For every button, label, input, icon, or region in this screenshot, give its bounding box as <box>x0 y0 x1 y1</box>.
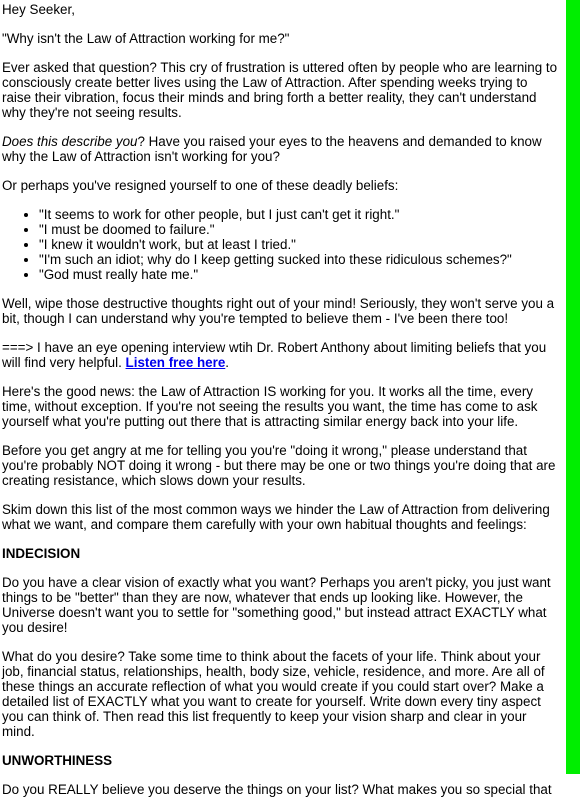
list-item: • "I'm such an idiot; why do I keep getting sucked into these ridiculous schemes?" <box>39 252 558 267</box>
good-news-paragraph: Here's the good news: the Law of Attraction IS working for you. It works all the time, every time, without exception. If you're not seeing the results you want, the time has come to ask yourself what you're putting out there that is attracting similar energy back into your life. <box>2 384 538 429</box>
intro-paragraph: Ever asked that question? This cry of frustration is uttered often by people who are learning to consciously create better lives using the Law of Attraction. After spending weeks trying to raise their vibration, focus their minds and bring forth a better reality, they can't understand why they're not seeing results. <box>2 60 558 120</box>
right-accent-bar <box>566 0 580 774</box>
list-item: • "I knew it wouldn't work, but at least I tried." <box>39 237 558 252</box>
greeting: Hey Seeker, <box>2 2 75 17</box>
wipe-paragraph: Well, wipe those destructive thoughts right out of your mind! Seriously, they won't serve you a bit, though I can understand why you're tempted to believe them - I've been there too! <box>2 296 555 326</box>
beliefs-list <box>2 207 558 282</box>
heading-unworthiness: UNWORTHINESS <box>2 753 113 768</box>
describe-paragraph <box>2 134 558 164</box>
heading-indecision: INDECISION <box>2 546 81 561</box>
beliefs-intro-paragraph: Or perhaps you've resigned yourself to one of these deadly beliefs: <box>2 178 399 193</box>
deserve-paragraph: Do you REALLY believe you deserve the things on your list? What makes you so special that <box>2 782 552 797</box>
describe-rest: ? Have you raised your eyes to the heavens and demanded to know why the Law of Attraction isn't working for you? <box>2 134 542 164</box>
list-item: • "God must really hate me." <box>39 267 558 282</box>
clear-vision-paragraph: Do you have a clear vision of exactly what you want? Perhaps you aren't picky, you just want things to be "better" than they are now, whatever that ends up looking like. However, the Universe doesn't want you to settle for "something good," but instead attract EXACTLY what you desire! <box>2 575 551 635</box>
describe-italic: Does this describe you <box>2 134 138 149</box>
quote-paragraph: "Why isn't the Law of Attraction working for me?" <box>2 31 290 46</box>
interview-end: . <box>225 355 230 370</box>
interview-text: ===> I have an eye opening interview wtih Dr. Robert Anthony about limiting beliefs that you will find very helpful. <box>2 340 547 370</box>
angry-paragraph: Before you get angry at me for telling you you're "doing it wrong," please understand that you're probably NOT doing it wrong - but there may be one or two things you're doing that are creating resistance, which slows down your results. <box>2 443 556 488</box>
list-item: • "It seems to work for other people, but I just can't get it right." <box>39 207 558 222</box>
what-desire-paragraph: What do you desire? Take some time to think about the facets of your life. Think about your job, financial status, relationships, health, body size, vehicle, residence, and more. Are all of these things an accurate reflection of what you would create if you could start over? Make a detailed list of EXACTLY what you want to create for yourself. Write down every tiny aspect you can think of. Then read this list frequently to keep your vision sharp and clear in your mind. <box>2 649 545 739</box>
skim-paragraph: Skim down this list of the most common ways we hinder the Law of Attraction from delivering what we want, and compare them carefully with your own habitual thoughts and feelings: <box>2 502 550 532</box>
interview-paragraph <box>2 340 558 370</box>
listen-free-link[interactable]: Listen free here <box>125 355 226 370</box>
list-item: • "I must be doomed to failure." <box>39 222 558 237</box>
